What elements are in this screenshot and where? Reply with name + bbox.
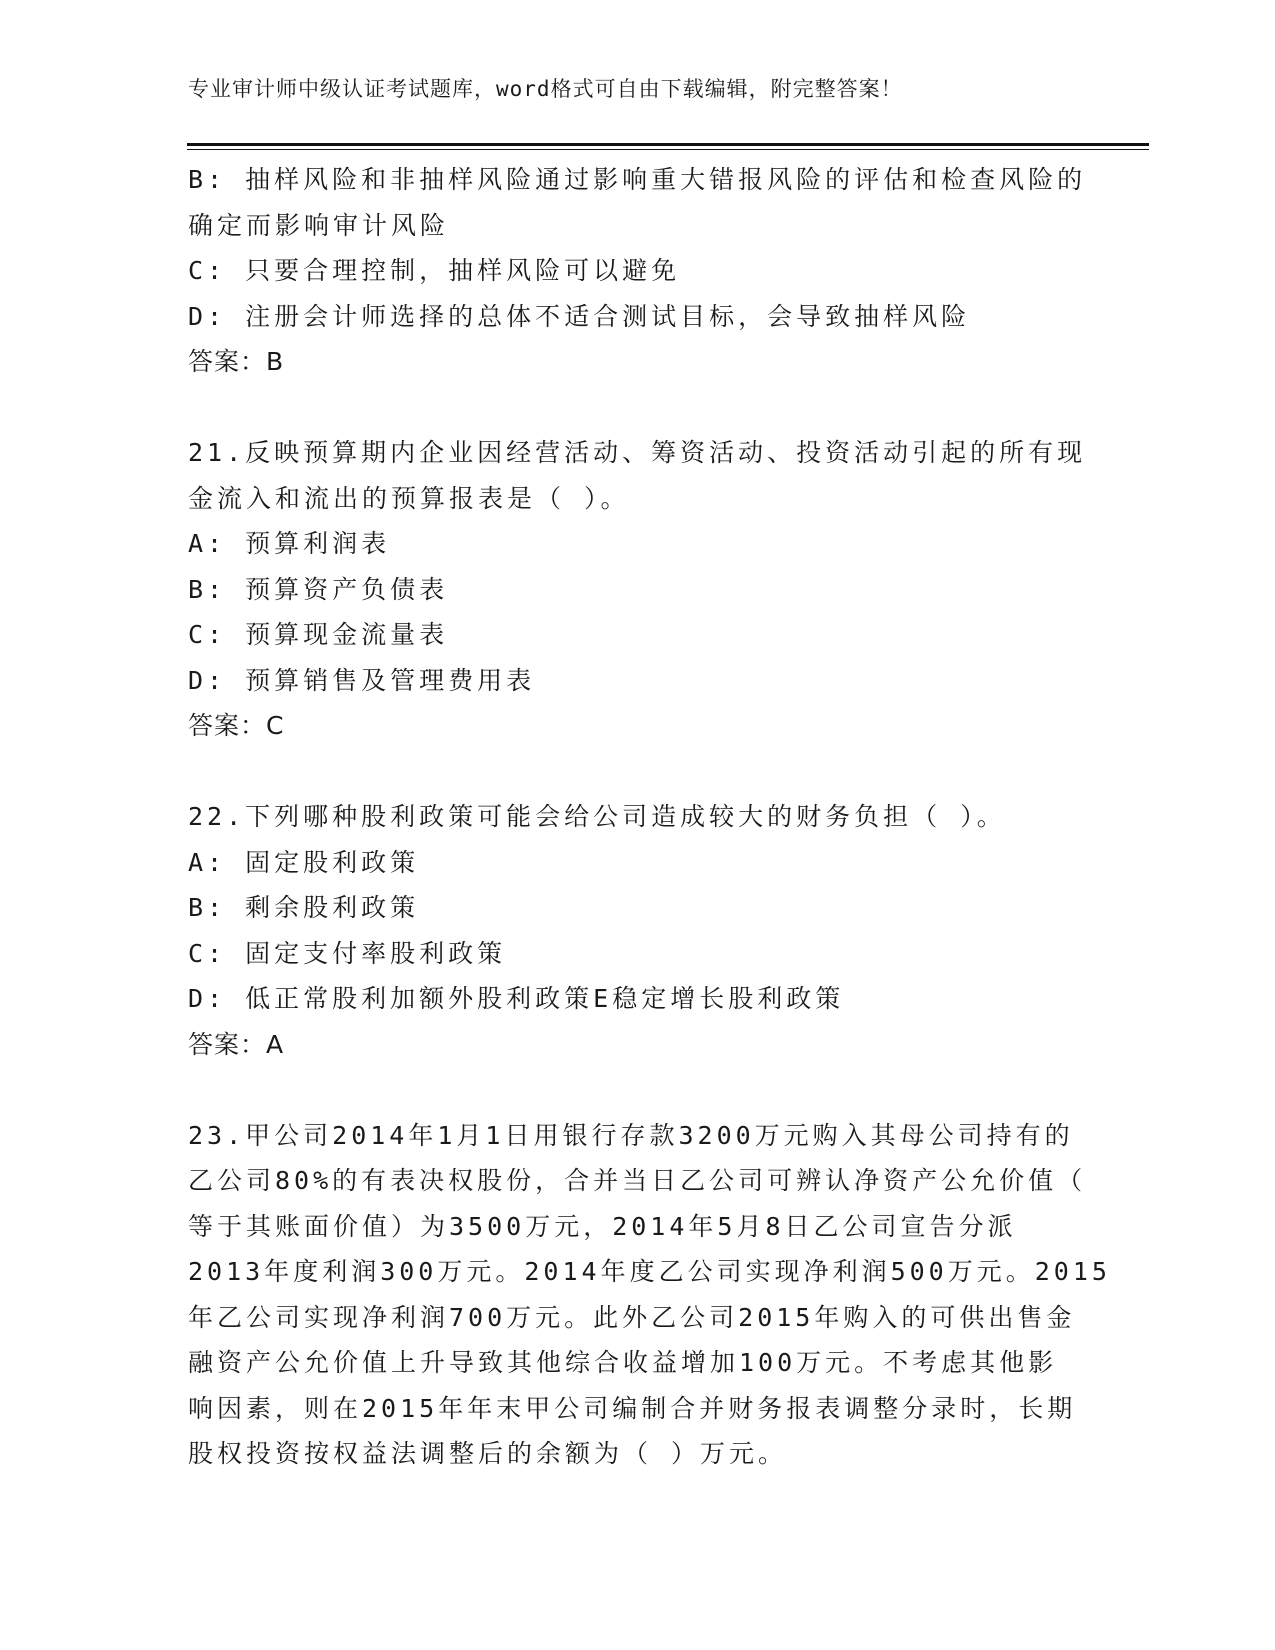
header-rule-thin	[187, 149, 1149, 150]
option-d: D: 预算销售及管理费用表	[188, 665, 536, 695]
option-d: D: 注册会计师选择的总体不适合测试目标，会导致抽样风险	[188, 301, 971, 331]
option-a: A: 预算利润表	[188, 529, 391, 558]
question-text: 21.反映预算期内企业因经营活动、筹资活动、投资活动引起的所有现	[188, 438, 1087, 467]
question-23	[188, 1113, 1111, 1477]
question-21	[188, 430, 1087, 749]
document-body	[188, 157, 1111, 1477]
question-text-continued: 金流入和流出的预算报表是（ ）。	[188, 483, 630, 513]
answer: 答案：B	[188, 347, 285, 376]
option-d: D: 低正常股利加额外股利政策E稳定增长股利政策	[188, 984, 845, 1013]
option-c: C: 只要合理控制，抽样风险可以避免	[188, 256, 681, 285]
header-rule-thick	[187, 143, 1149, 146]
spacer	[188, 385, 1068, 431]
question-text-line-3: 等于其账面价值）为3500万元，2014年5月8日乙公司宣告分派	[188, 1211, 1017, 1241]
question-22	[188, 794, 1068, 1067]
question-text-line-5: 年乙公司实现净利润700万元。此外乙公司2015年购入的可供出售金	[188, 1302, 1076, 1332]
question-text-line-2: 乙公司80%的有表决权股份，合并当日乙公司可辨认净资产公允价值（	[188, 1166, 1087, 1195]
spacer	[188, 749, 1068, 795]
question-20-continued	[188, 157, 1087, 385]
option-c: C: 固定支付率股利政策	[188, 938, 507, 968]
question-text-line-8: 股权投资按权益法调整后的余额为（ ）万元。	[188, 1439, 788, 1468]
question-text-line-4: 2013年度利润300万元。2014年度乙公司实现净利润500万元。2015	[188, 1257, 1111, 1286]
question-text: 22.下列哪种股利政策可能会给公司造成较大的财务负担（ ）。	[188, 802, 1006, 831]
question-text-line-7: 响因素，则在2015年年末甲公司编制合并财务报表调整分录时，长期	[188, 1393, 1077, 1423]
option-b: B: 预算资产负债表	[188, 574, 449, 604]
question-text-line-6: 融资产公允价值上升导致其他综合收益增加100万元。不考虑其他影	[188, 1348, 1058, 1377]
page-header: 专业审计师中级认证考试题库，word格式可自由下载编辑，附完整答案！	[188, 77, 903, 101]
answer: 答案：C	[188, 711, 285, 740]
option-c: C: 预算现金流量表	[188, 620, 449, 649]
option-a: A: 固定股利政策	[188, 847, 420, 877]
option-b: B: 抽样风险和非抽样风险通过影响重大错报风险的评估和检查风险的	[188, 165, 1087, 194]
spacer	[188, 1067, 1068, 1113]
option-b-continued: 确定而影响审计风险	[188, 210, 450, 240]
question-text: 23.甲公司2014年1月1日用银行存款3200万元购入其母公司持有的	[188, 1120, 1074, 1150]
answer: 答案：A	[188, 1029, 285, 1059]
option-b: B: 剩余股利政策	[188, 893, 420, 922]
